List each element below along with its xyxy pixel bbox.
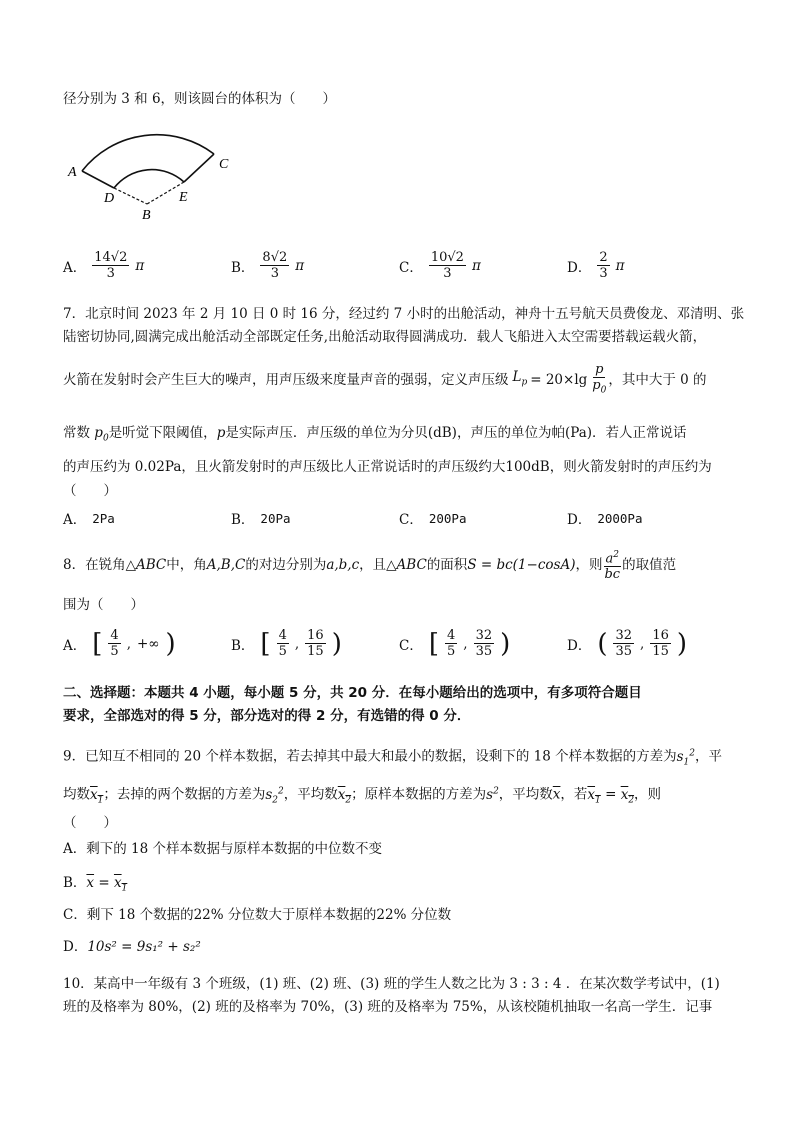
q6-option-b[interactable]: B． $\frac{8√2}{3}$ π xyxy=(231,250,305,281)
q7-line-5: 的声压约为 0.02Pa，且火箭发射时的声压级比人正常说话时的声压级约大100dB，则火箭发射时的声压约为 xyxy=(63,459,712,475)
q7-line-4: 常数 $p_0$是听觉下限阈值，p是实际声压．声压级的单位为分贝(dB)，声压的单位为帕(Pa)．若人正常说话 xyxy=(63,425,687,444)
q7-line-6: （ ） xyxy=(63,483,117,499)
q7-line-2: 陆密切协同,圆满完成出舱活动全部既定任务,出舱活动取得圆满成功．载人飞船进入太空需要搭载运载火箭， xyxy=(63,329,707,345)
q7-option-d[interactable]: D． 2000Pa xyxy=(567,510,643,528)
q8-line-1: 8．在锐角 △ABC 中，角 A,B,C 的对边分别为 a,b,c ，且 △ABC 的面积 S = bc(1−cosA) ，则 $\frac{a^2}{bc}$ 的取值范 xyxy=(63,550,677,583)
q7-line-3: 火箭在发射时会产生巨大的噪声，用声压级来度量声音的强弱，定义声压级 $L_p$ = 20×lg $\frac{p}{p_0}$ ，其中大于 0 的 xyxy=(63,362,707,399)
label-C: C xyxy=(219,157,229,172)
label-A: A xyxy=(68,165,77,180)
sector-figure xyxy=(64,116,244,226)
q7-option-b[interactable]: B． 20Pa xyxy=(231,510,291,528)
q8-line-2: 围为（ ） xyxy=(63,597,144,613)
q7-option-a[interactable]: A． 2Pa xyxy=(63,510,115,528)
fraction: $\frac{14√2}{3}$ xyxy=(94,250,128,281)
fraction: $\frac{2}{3}$ xyxy=(599,250,608,281)
q10-line-1: 10．某高中一年级有 3 个班级，(1) 班、(2) 班、(3) 班的学生人数之比为 3 : 3 : 4 ．在某次数学考试中，(1) xyxy=(63,976,720,992)
q6-option-c[interactable]: C． $\frac{10√2}{3}$ π xyxy=(399,250,481,281)
segment-AD xyxy=(82,171,114,188)
q6-option-d[interactable]: D． $\frac{2}{3}$ π xyxy=(567,250,625,281)
segment-CE xyxy=(184,154,214,182)
section-2-heading-line-1: 二、选择题：本题共 4 小题，每小题 5 分，共 20 分．在每小题给出的选项中，有多项符合题目 xyxy=(63,685,642,701)
q10-line-2: 班的及格率为 80%，(2) 班的及格率为 70%，(3) 班的及格率为 75%，从该校随机抽取一名高一学生．记事 xyxy=(63,999,713,1015)
q7-line-1: 7．北京时间 2023 年 2 月 10 日 0 时 16 分，经过约 7 小时的出舱活动，神舟十五号航天员费俊龙、邓清明、张 xyxy=(63,306,745,322)
inner-arc xyxy=(114,170,184,188)
q8-option-d[interactable]: D． ( $\frac{32}{35}$ , $\frac{16}{15}$ ) xyxy=(567,628,688,659)
q9-line-1: 9．已知互不相同的 20 个样本数据，若去掉其中最大和最小的数据，设剩下的 18 个样本数据的方差为$s_1^2$，平 xyxy=(63,748,723,768)
label-D: D xyxy=(104,191,115,206)
label-B: B xyxy=(142,208,151,223)
q9-option-c[interactable]: C．剩下 18 个数据的22% 分位数大于原样本数据的22% 分位数 xyxy=(63,907,452,923)
q8-option-a[interactable]: A． [ $\frac{4}{5}$ , +∞ ) xyxy=(63,628,176,659)
outer-arc xyxy=(82,135,214,171)
q9-option-b[interactable]: B．$\overline{x} = x_1$ xyxy=(63,875,128,894)
label-E: E xyxy=(179,190,188,205)
q9-option-d[interactable]: D．10s² = 9s₁² + s₂² xyxy=(63,939,201,955)
q7-option-c[interactable]: C． 200Pa xyxy=(399,510,467,528)
q6-option-a[interactable]: A． $\frac{14√2}{3}$ π xyxy=(63,250,145,281)
q8-option-c[interactable]: C． [ $\frac{4}{5}$ , $\frac{32}{35}$ ) xyxy=(399,628,511,659)
q9-line-2: 均数$x_1$；去掉的两个数据的方差为$s_2^2$，平均数$x_2$；原样本数据的方差为$s^2$，平均数$\overline{x}$，若$x_1 = x_2$，则 xyxy=(63,786,662,806)
fraction: $\frac{p}{p_0}$ xyxy=(592,362,607,396)
q9-option-a[interactable]: A．剩下的 18 个样本数据与原样本数据的中位数不变 xyxy=(63,841,383,857)
fraction: $\frac{a^2}{bc}$ xyxy=(604,550,621,583)
fraction: $\frac{8√2}{3}$ xyxy=(262,250,288,281)
q9-line-3: （ ） xyxy=(63,815,117,831)
q8-option-b[interactable]: B． [ $\frac{4}{5}$ , $\frac{16}{15}$ ) xyxy=(231,628,342,659)
section-2-heading-line-2: 要求，全部选对的得 5 分，部分选对的得 2 分，有选错的得 0 分． xyxy=(63,708,471,724)
q6-text-tail: 径分别为 3 和 6，则该圆台的体积为（ ） xyxy=(63,91,337,107)
segment-DB xyxy=(114,188,147,204)
fraction: $\frac{10√2}{3}$ xyxy=(430,250,464,281)
